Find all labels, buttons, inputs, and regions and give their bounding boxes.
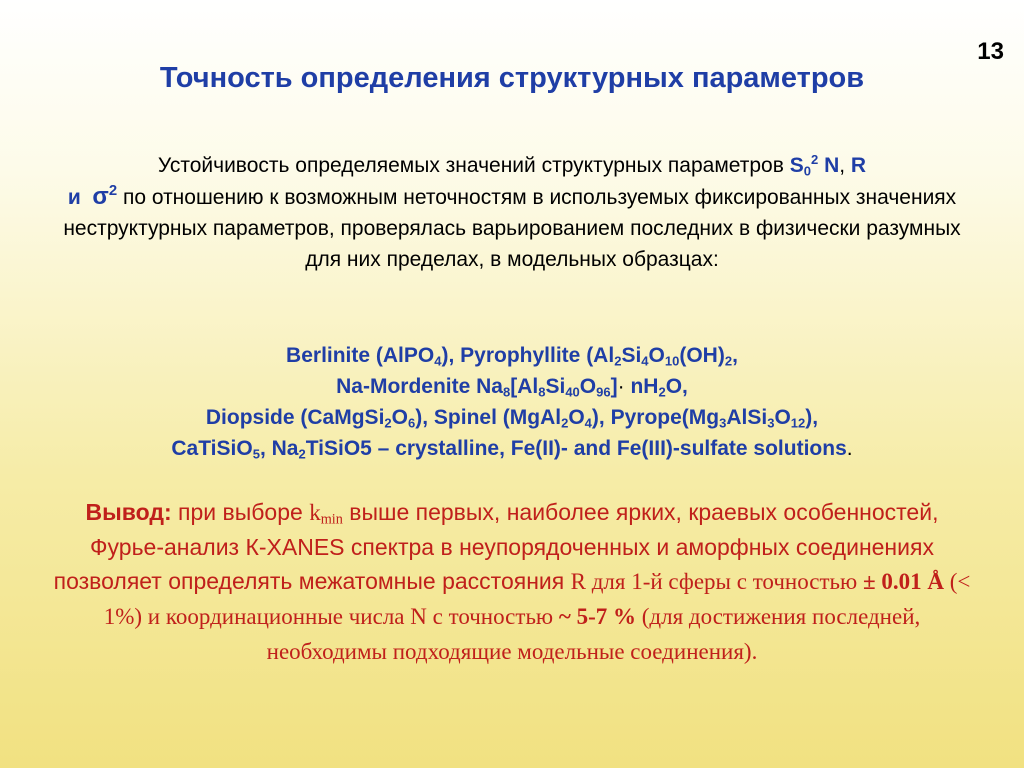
k-min: $k_{min}$ — [309, 500, 343, 528]
param-r: R — [850, 154, 867, 177]
intro-text-end: по отношению к возможным неточностям в используемых фиксированных значениях неструктурных параметров, проверялась варьированием последних в физически разумных для них пределах, в модельных образцах: — [63, 186, 961, 271]
intro-and: и — [67, 186, 81, 209]
middle-dot: · — [617, 375, 625, 398]
conclusion-paragraph: Вывод: при выборе $k_{min}$ выше первых, наиболее ярких, краевых особенностей, Фурье-анализ К-XANES спектра в неупорядоченных и аморфных соединениях позволяет определять межатомные расстояния R для 1-й сферы с точностью ± 0.01 Å (< 1%) и координационные числа N с точностью ~ 5-7 % (для достижения последней, необходимы подходящие модельные соединения). — [53, 499, 971, 664]
slide-number: 13 — [977, 38, 1004, 65]
conclusion-label: Вывод: — [85, 499, 172, 525]
materials-line-4: CaTiSiO$_5$, $Na_2TiSiO5$ – crystalline, Fe(II)- and Fe(III)-sulfate solutions. — [171, 437, 853, 462]
intro-text-start: Устойчивость определяемых значений структурных параметров — [157, 154, 790, 177]
materials-line-2: Na-Mordenite $Na_8[Al_8Si_{40}O_{96}]\cdot nH_2O$, — [336, 375, 688, 400]
materials-line-1: Berlinite (AlPO$_4$), Pyrophyllite ($Al_2Si_4O_{10}(OH)_2$, — [286, 344, 738, 369]
param-sigma: $\sigma^2$ — [92, 183, 118, 210]
param-n: N — [818, 154, 840, 177]
intro-paragraph — [60, 150, 964, 275]
distance-accuracy: ± 0.01 Å — [862, 569, 944, 594]
intro-comma: , — [839, 154, 851, 177]
model-samples-list — [30, 340, 994, 464]
slide-title: Точность определения структурных параметров — [159, 62, 865, 94]
final-dot: . — [846, 437, 853, 460]
coordination-accuracy: ~ 5-7 % — [558, 604, 636, 629]
param-s0: $S_0^2$ — [789, 152, 819, 179]
materials-line-3: Diopside $(CaMgSi_2O_6)$, Spinel $(MgAl_2O_4)$, $Pyrope(Mg_3AlSi_3O_{12})$, — [205, 406, 819, 431]
